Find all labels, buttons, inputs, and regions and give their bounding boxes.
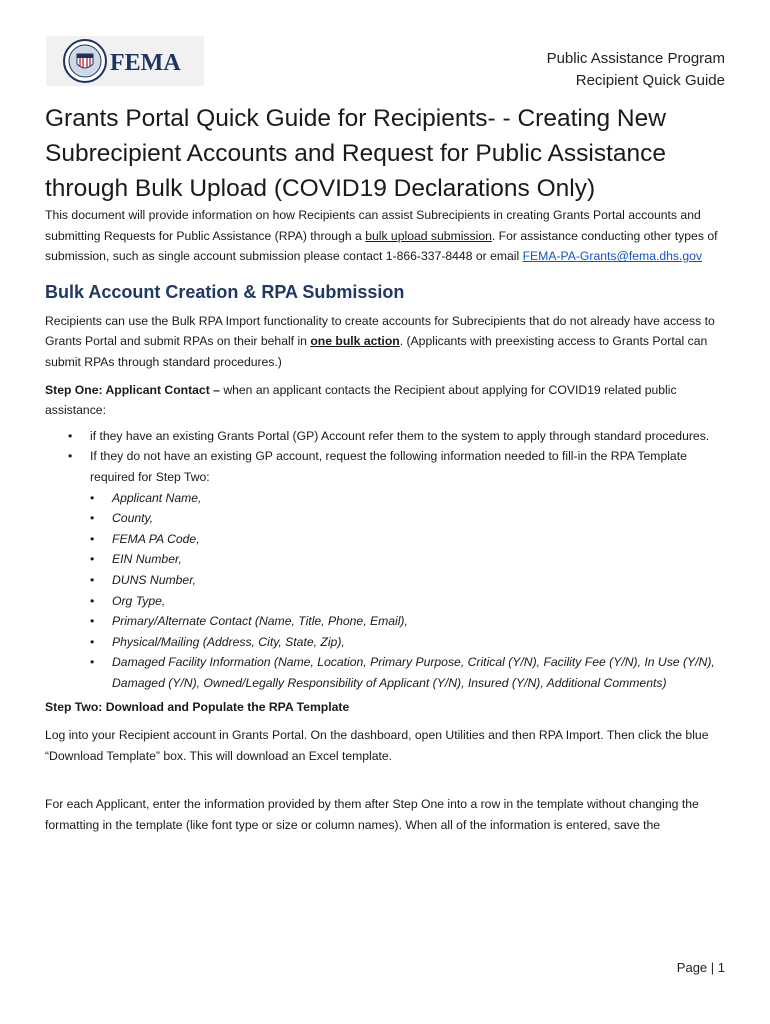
step-one-paragraph (45, 380, 727, 421)
page-title: Grants Portal Quick Guide for Recipients- - Creating New Subrecipient Accounts and Request for Public Assistance through Bulk Upload (COVID19 Declarations Only) (45, 105, 667, 202)
step-one-label: Step One: Applicant Contact – (45, 382, 220, 397)
field-item: • EIN Number, (112, 549, 727, 570)
field-item: • FEMA PA Code, (112, 529, 727, 550)
dhs-seal-icon (64, 40, 106, 82)
guide-name: Recipient Quick Guide (575, 72, 725, 89)
intro-paragraph (45, 205, 727, 267)
required-fields-list (90, 488, 727, 694)
step-two-paragraph-1: Log into your Recipient account in Grants Portal. On the dashboard, open Utilities and then RPA Import. Then click the blue “Download Template” box. This will download an Excel template. (45, 728, 709, 763)
field-item: • County, (112, 508, 727, 529)
section-heading: Bulk Account Creation & RPA Submission (45, 281, 405, 302)
running-header (547, 48, 725, 92)
section-paragraph (45, 311, 727, 373)
bulk-upload-link[interactable]: bulk upload submission (365, 228, 492, 243)
document-body (45, 205, 727, 835)
para1-emphasis: one bulk action (310, 334, 400, 349)
step-one-text: when an applicant contacts the Recipient about applying for COVID19 related public assistance: (45, 382, 677, 418)
step-one-list (45, 426, 727, 694)
list-item-text: If they do not have an existing GP account, request the following information needed to fill-in the RPA Template required for Step Two: (90, 449, 687, 484)
field-item: • Org Type, (112, 591, 727, 612)
field-item: • Applicant Name, (112, 488, 727, 509)
page-number: Page | 1 (676, 960, 725, 975)
field-item: • Damaged Facility Information (Name, Location, Primary Purpose, Critical (Y/N), Facility Fee (Y/N), In Use (Y/N), Damaged (Y/N), Owned/Legally Responsibility of Applicant (Y/N), Insured (Y/N), Additional Comments) (112, 652, 727, 693)
email-link[interactable]: FEMA-PA-Grants@fema.dhs.gov (522, 249, 703, 264)
field-item: • DUNS Number, (112, 570, 727, 591)
fema-wordmark: FEMA (110, 50, 181, 76)
program-name: Public Assistance Program (546, 50, 725, 67)
list-item (90, 446, 727, 693)
step-two-heading: Step Two: Download and Populate the RPA Template (45, 700, 350, 715)
para1-text-1: Recipients can use the Bulk RPA Import functionality to create accounts for Subrecipients that do not already have access to Grants Portal and submit RPAs on their behalf in (45, 313, 715, 349)
list-item: • if they have an existing Grants Portal (GP) Account refer them to the system to apply through standard procedures. (90, 426, 727, 447)
field-item: • Physical/Mailing (Address, City, State, Zip), (112, 632, 727, 653)
field-item: • Primary/Alternate Contact (Name, Title, Phone, Email), (112, 611, 727, 632)
para1-text-2: . (Applicants with preexisting access to Grants Portal can submit RPAs through standard procedures.) (45, 334, 708, 369)
intro-text-1: This document will provide information on how Recipients can assist Subrecipients in creating Grants Portal accounts and submitting Requests for Public Assistance (RPA) through a (45, 208, 701, 243)
step-two-paragraph-2: For each Applicant, enter the information provided by them after Step One into a row in the template without changing the formatting in the template (like font type or size or column names). When all of the information is entered, save the (45, 797, 699, 832)
fema-logo (46, 36, 204, 86)
intro-text-2: . For assistance conducting other types of submission, such as single account submission please contact 1-866-337-8448 or email (45, 228, 718, 264)
